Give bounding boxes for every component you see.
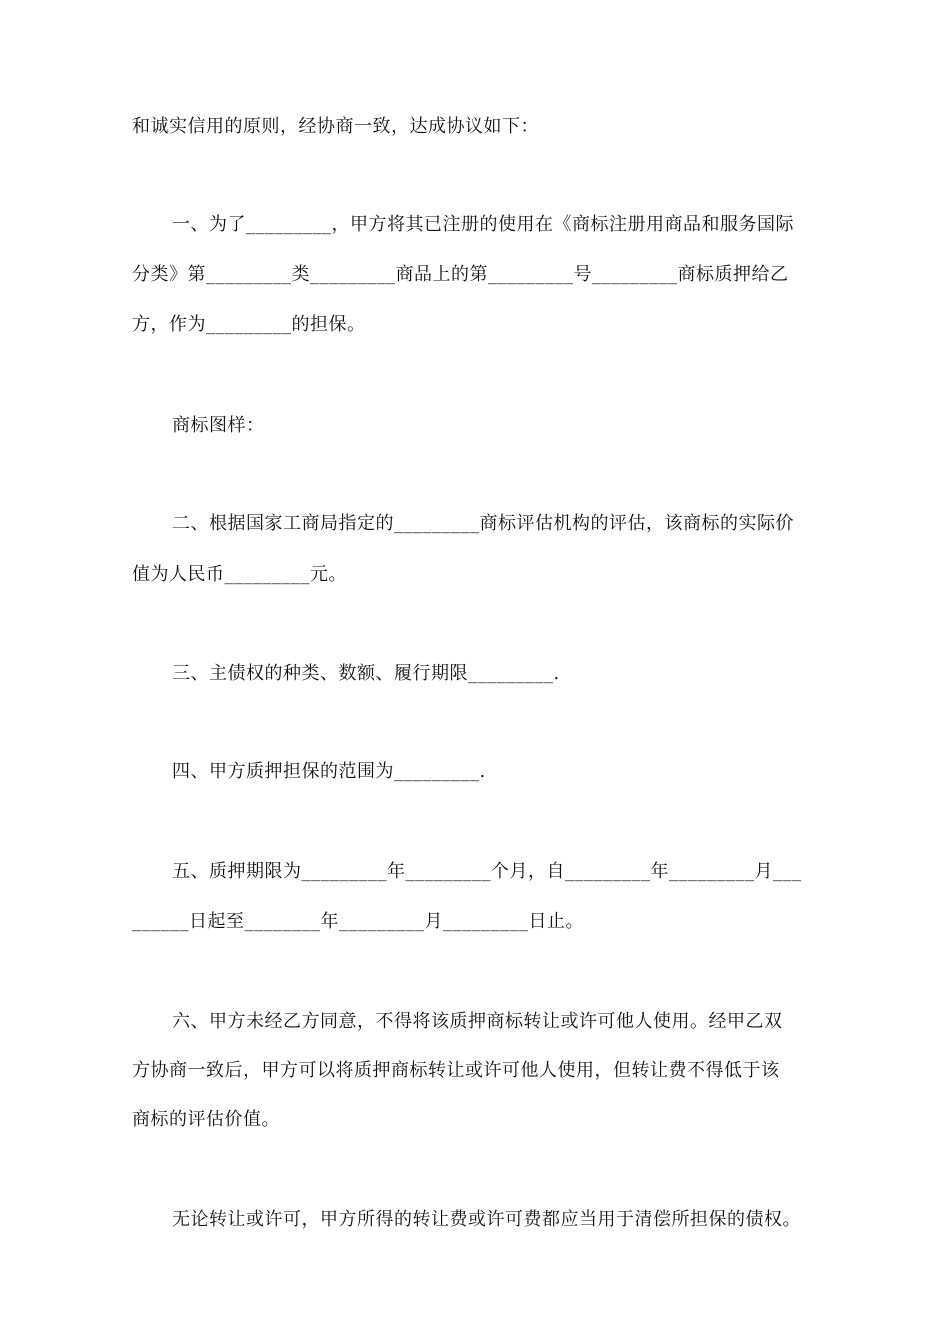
- trademark-sample-label: 商标图样：: [172, 415, 265, 436]
- clause-2-line-2: 值为人民币_________元。: [132, 564, 347, 585]
- intro-text: 和诚实信用的原则，经协商一致，达成协议如下：: [132, 116, 539, 137]
- clause-6-line-1: 六、甲方未经乙方同意，不得将该质押商标转让或许可他人使用。经甲乙双: [172, 1011, 783, 1032]
- clause-5-line-2: ______日起至________年_________月_________日止。: [132, 911, 584, 932]
- clause-2-line-1: 二、根据国家工商局指定的_________商标评估机构的评估，该商标的实际价: [172, 513, 794, 534]
- clause-6-line-3: 商标的评估价值。: [132, 1109, 280, 1130]
- clause-7: 无论转让或许可，甲方所得的转让费或许可费都应当用于清偿所担保的债权。: [172, 1209, 801, 1230]
- clause-1-line-2: 分类》第_________类_________商品上的第_________号_________商标质押给乙: [132, 264, 789, 285]
- clause-1-line-1: 一、为了_________，甲方将其已注册的使用在《商标注册用商品和服务国际: [172, 214, 794, 235]
- clause-3: 三、主债权的种类、数额、履行期限_________.: [172, 663, 560, 684]
- clause-6-line-2: 方协商一致后，甲方可以将质押商标转让或许可他人使用，但转让费不得低于该: [132, 1060, 780, 1081]
- clause-1-line-3: 方，作为_________的担保。: [132, 314, 366, 335]
- clause-5-line-1: 五、质押期限为_________年_________个月，自_________年_________月___: [172, 861, 802, 882]
- clause-4: 四、甲方质押担保的范围为_________.: [172, 761, 486, 782]
